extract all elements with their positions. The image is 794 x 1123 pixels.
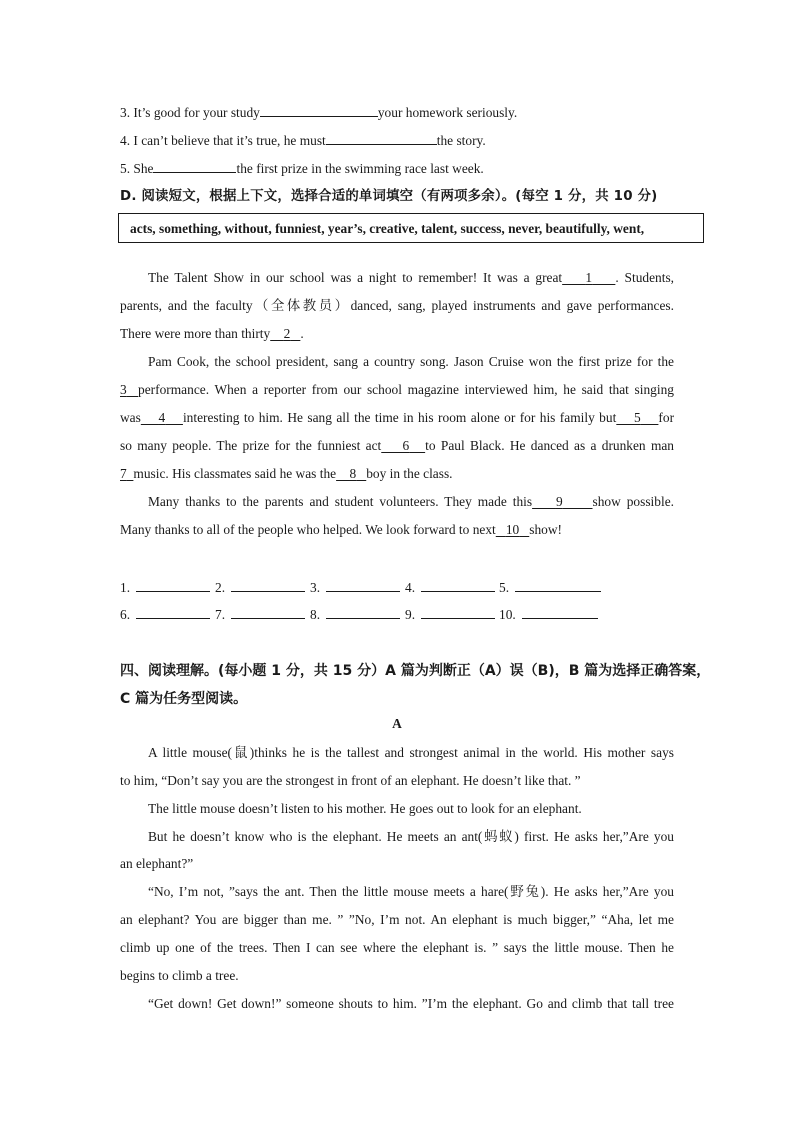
passage-line: The Talent Show in our school was a night to remember! It was a great 1 . Students, bbox=[148, 270, 675, 285]
passage-line: 7 music. His classmates said he was the 8 boy in the class. bbox=[120, 466, 453, 481]
story-line: to him, “Don’t say you are the strongest in front of an elephant. He doesn’t like that. ” bbox=[120, 773, 581, 788]
question-5: 5. She the first prize in the swimming race last week. bbox=[120, 158, 484, 178]
story-line: But he doesn’t know who is the elephant. He meets an ant(蚂蚁) first. He asks her,”Are you bbox=[148, 829, 674, 844]
word-bank-box bbox=[118, 213, 704, 243]
answer-slot[interactable]: 2. bbox=[215, 577, 305, 597]
blank-10[interactable]: 10 bbox=[505, 522, 520, 537]
passage-line: was 4 interesting to him. He sang all the time in his room alone or for his family but 5 for bbox=[120, 410, 675, 425]
passage-line: 3 performance. When a reporter from our school magazine interviewed him, he said that singing bbox=[120, 382, 674, 397]
section-d-heading: D. 阅读短文，根据上下文，选择合适的单词填空（有两项多余）。(每空 1 分，共 10 分) bbox=[120, 189, 658, 204]
blank-5[interactable]: 5 bbox=[634, 410, 641, 425]
passage-line: parents, and the faculty（全体教员）danced, sang, played instruments and gave performances. bbox=[120, 298, 674, 313]
answer-blank[interactable] bbox=[153, 158, 236, 173]
passage-a-label: A bbox=[392, 716, 402, 731]
story-line: “Get down! Get down!” someone shouts to him. ”I’m the elephant. Go and climb that tall tree bbox=[148, 996, 674, 1011]
passage-line: so many people. The prize for the funniest act 6 to Paul Black. He danced as a drunken man bbox=[120, 438, 674, 453]
passage-line: Many thanks to all of the people who helped. We look forward to next 10 show! bbox=[120, 522, 562, 537]
passage-line: Many thanks to the parents and student volunteers. They made this 9 show possible. bbox=[148, 494, 674, 509]
answer-slot[interactable]: 1. bbox=[120, 577, 210, 597]
blank-9[interactable]: 9 bbox=[555, 494, 563, 509]
word-bank: acts, something, without, funniest, year’s, creative, talent, success, never, beautifully, went, bbox=[130, 221, 645, 236]
story-line: begins to climb a tree. bbox=[120, 968, 239, 983]
answer-blank[interactable] bbox=[260, 102, 378, 117]
story-line: climb up one of the trees. Then I can see where the elephant is. ” says the little mouse. Then he bbox=[120, 940, 674, 955]
blank-6[interactable]: 6 bbox=[402, 438, 410, 453]
blank-8[interactable]: 8 bbox=[349, 466, 357, 481]
answer-slot[interactable]: 8. bbox=[310, 604, 400, 624]
story-line: an elephant? You are bigger than me. ” ”No, I’m not. An elephant is much bigger,” “Aha, let me bbox=[120, 912, 674, 927]
answer-slot[interactable]: 5. bbox=[499, 577, 601, 597]
blank-7[interactable]: 7 bbox=[120, 466, 127, 481]
story-line: “No, I’m not, ”says the ant. Then the little mouse meets a hare(野兔). He asks her,”Are you bbox=[148, 884, 674, 899]
story-line: A little mouse(鼠)thinks he is the tallest and strongest animal in the world. His mother says bbox=[148, 745, 674, 760]
question-3: 3. It’s good for your study your homework seriously. bbox=[120, 102, 517, 122]
question-4: 4. I can’t believe that it’s true, he must the story. bbox=[120, 130, 486, 150]
blank-2[interactable]: 2 bbox=[283, 326, 291, 341]
passage-line: Pam Cook, the school president, sang a country song. Jason Cruise won the first prize for the bbox=[148, 354, 674, 369]
blank-4[interactable]: 4 bbox=[158, 410, 166, 425]
passage-line: There were more than thirty 2 . bbox=[120, 326, 304, 341]
answer-slot[interactable]: 7. bbox=[215, 604, 305, 624]
blank-3[interactable]: 3 bbox=[120, 382, 127, 397]
section-4-heading: 四、阅读理解。(每小题 1 分，共 15 分）A 篇为判断正（A）误（B)，B 篇为选择正确答案， bbox=[120, 663, 711, 679]
answer-blank[interactable] bbox=[326, 130, 437, 145]
answer-slot[interactable]: 3. bbox=[310, 577, 400, 597]
story-line: an elephant?” bbox=[120, 856, 194, 871]
section-4-heading-cont: C 篇为任务型阅读。 bbox=[120, 691, 248, 707]
answer-slot[interactable]: 6. bbox=[120, 604, 210, 624]
answer-slot[interactable]: 4. bbox=[405, 577, 495, 597]
answer-slot[interactable]: 10. bbox=[499, 604, 598, 624]
story-line: The little mouse doesn’t listen to his mother. He goes out to look for an elephant. bbox=[148, 801, 582, 816]
answer-slot[interactable]: 9. bbox=[405, 604, 495, 624]
blank-1[interactable]: 1 bbox=[585, 270, 593, 285]
